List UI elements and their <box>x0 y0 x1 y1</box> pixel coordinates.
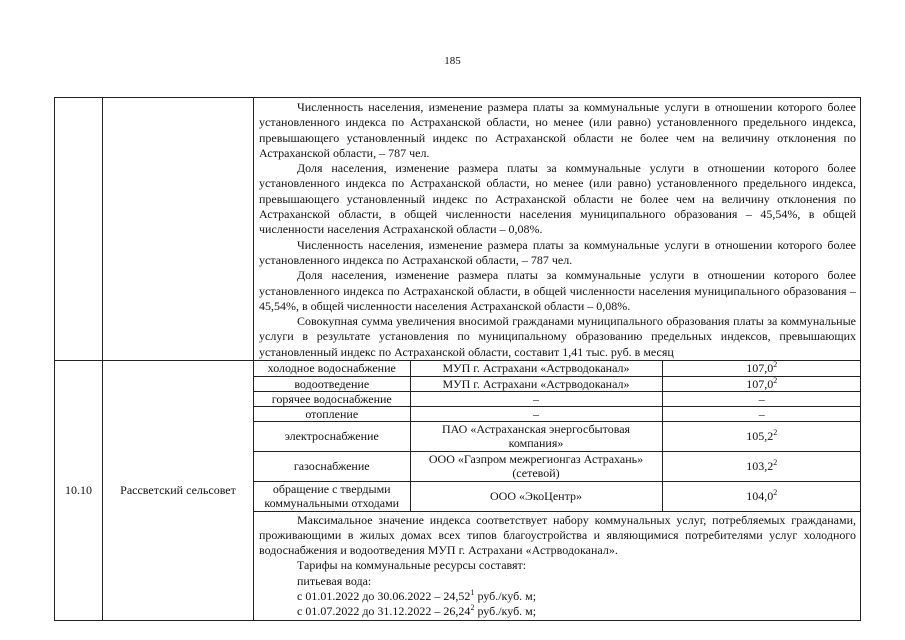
service-row <box>254 421 861 451</box>
service-name: холодное водоснабжение <box>254 361 410 376</box>
total-sum-paragraph: Совокупная сумма увеличения вносимой гражданами муниципального образования платы за коммунальные услуги в результате установления по муниципальному образованию предельных индексов, превышающих установленный индекс по Астраханской области, составит 1,41 тыс. руб. в месяц <box>259 314 856 359</box>
tariff-line-2: с 01.07.2022 до 31.12.2022 – 26,24$^2$ руб./куб. м; <box>297 603 537 619</box>
share-paragraph: Доля населения, изменение размера платы за коммунальные услуги в отношении которого более установленного индекса по Астраханской области, но менее (или равно) установленного предельного индекса, превышающего установленный индекс по Астраханской области не более чем на величину отклонения по Астраханской области, в общей численности населения муниципального образования – 45,54%, в общей численности населения Астраханской области – 0,08%. <box>259 161 856 237</box>
document-table <box>54 97 861 621</box>
service-row <box>254 361 861 376</box>
service-row <box>254 391 861 406</box>
service-row <box>254 406 861 421</box>
population-paragraph-2: Численность населения, изменение размера платы за коммунальные услуги в отношении которого более установленного индекса по Астраханской области, – 787 чел. <box>259 237 856 267</box>
share-paragraph-2: Доля населения, изменение размера платы за коммунальные услуги в отношении которого более установленного индекса по Астраханской области, в общей численности населения муниципального образования – 45,54%, в общей численности населения Астраханской области – 0,08%. <box>259 268 856 313</box>
municipality-name: Рассветский сельсовет <box>103 361 254 621</box>
service-index: 104,0$^2$ <box>662 481 861 511</box>
service-row <box>254 451 861 481</box>
services-table <box>254 361 861 512</box>
service-name: электроснабжение <box>254 421 410 451</box>
service-provider: – <box>410 406 662 421</box>
service-index: 107,0$^2$ <box>662 361 861 376</box>
service-name: обращение с твердыми коммунальными отходами <box>254 481 410 511</box>
service-row <box>254 376 861 391</box>
row-number: 10.10 <box>55 361 103 621</box>
service-name: газоснабжение <box>254 451 410 481</box>
service-name: отопление <box>254 406 410 421</box>
max-index-note: Максимальное значение индекса соответствует набору коммунальных услуг, потребляемых гражданами, проживающими в жилых домах всех типов благоустройства и являющимися потребителями услуг холодного водоснабжения и водоотведения МУП г. Астрахани «Астрводоканал». <box>259 512 856 558</box>
service-index: 107,0$^2$ <box>662 376 861 391</box>
municipality-row <box>55 361 861 621</box>
service-provider: – <box>410 391 662 406</box>
tariffs-intro: Тарифы на коммунальные ресурсы составят: <box>297 558 527 573</box>
summary-cell <box>254 98 861 361</box>
continuation-row <box>55 98 861 361</box>
service-name: водоотведение <box>254 376 410 391</box>
service-provider: ООО «Газпром межрегионгаз Астрахань» (сетевой) <box>410 451 662 481</box>
drinking-water-label: питьевая вода: <box>297 573 372 588</box>
service-index: 103,2$^2$ <box>662 451 861 481</box>
service-provider: МУП г. Астрахани «Астрводоканал» <box>410 376 662 391</box>
tariff-line-1: с 01.01.2022 до 30.06.2022 – 24,52$^1$ руб./куб. м; <box>297 588 537 604</box>
service-index: – <box>662 406 861 421</box>
service-row <box>254 481 861 511</box>
service-provider: ООО «ЭкоЦентр» <box>410 481 662 511</box>
service-provider: МУП г. Астрахани «Астрводоканал» <box>410 361 662 376</box>
service-index: – <box>662 391 861 406</box>
empty-number-cell <box>55 98 103 361</box>
population-paragraph: Численность населения, изменение размера платы за коммунальные услуги в отношении которого более установленного индекса по Астраханской области, но менее (или равно) установленного предельного индекса, превышающего установленный индекс по Астраханской области не более чем на величину отклонения по Астраханской области, – 787 чел. <box>259 100 856 160</box>
service-name: горячее водоснабжение <box>254 391 410 406</box>
service-index: 105,2$^2$ <box>662 421 861 451</box>
service-provider: ПАО «Астраханская энергосбытовая компания» <box>410 421 662 451</box>
empty-name-cell <box>103 98 254 361</box>
details-cell <box>254 361 861 621</box>
page-number: 185 <box>444 55 461 67</box>
